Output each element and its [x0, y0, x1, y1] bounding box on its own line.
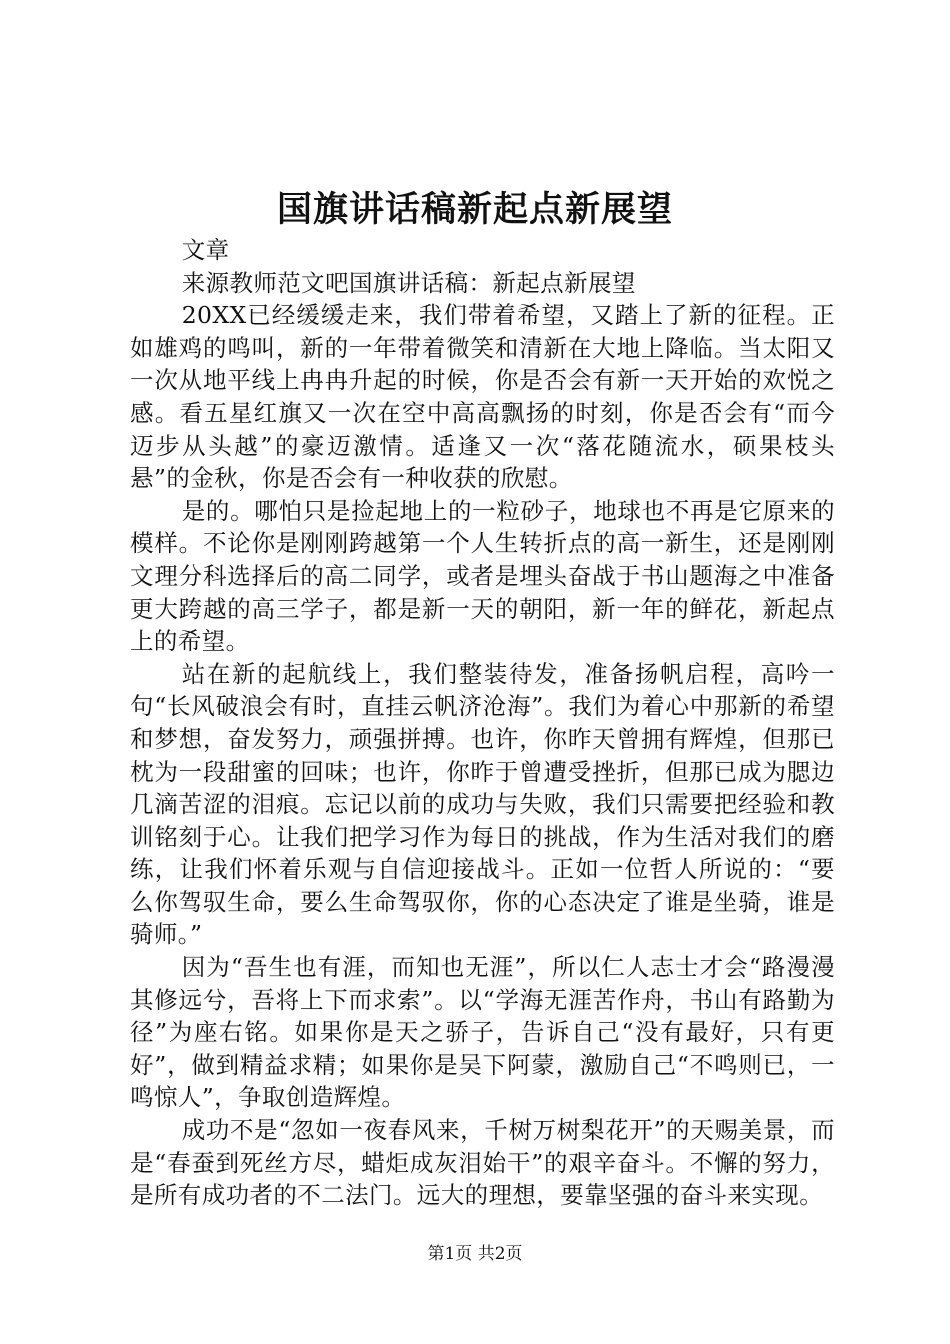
paragraph: 站在新的起航线上，我们整装待发，准备扬帆启程，高吟一句“长风破浪会有时，直挂云帆济沧海”。我们为着心中那新的希望和梦想，奋发努力，顽强拼搏。也许，你昨天曾拥有辉煌，但那已枕为一段甜蜜的回味；也许，你昨于曾遭受挫折，但那已成为腮边几滴苦涩的泪痕。忘记以前的成功与失败，我们只需要把经验和教训铭刻于心。让我们把学习作为每日的挑战，作为生活对我们的磨练，让我们怀着乐观与自信迎接战斗。正如一位哲人所说的：“要么你驾驭生命，要么生命驾驭你，你的心态决定了谁是坐骑，谁是骑师。”: [130, 659, 835, 949]
document-body: [130, 234, 835, 1212]
paragraph: 20XX已经缓缓走来，我们带着希望，又踏上了新的征程。正如雄鸡的鸣叫，新的一年带着微笑和清新在大地上降临。当太阳又一次从地平线上冉冉升起的时候，你是否会有新一天开始的欢悦之感。看五星红旗又一次在空中高高飘扬的时刻，你是否会有“而今迈步从头越”的豪迈激情。适逢又一次“落花随流水，硕果枝头悬”的金秋，你是否会有一种收获的欣慰。: [130, 301, 835, 493]
page-title: 国旗讲话稿新起点新展望: [276, 189, 673, 230]
paragraph-article-label: 文章: [181, 236, 230, 264]
paragraph: 成功不是“忽如一夜春风来，千树万树梨花开”的天赐美景，而是“春蚕到死丝方尽，蜡炬成灰泪始干”的艰辛奋斗。不懈的努力，是所有成功者的不二法门。远大的理想，要靠坚强的奋斗来实现。: [130, 1116, 835, 1210]
paragraph-source: 来源教师范文吧国旗讲话稿：新起点新展望: [181, 268, 636, 297]
paragraph: 因为“吾生也有涯，而知也无涯”，所以仁人志士才会“路漫漫其修远兮，吾将上下而求索”。以“学海无涯苦作舟，书山有路勤为径”为座右铭。如果你是天之骄子，告诉自己“没有最好，只有更好”，做到精益求精；如果你是吴下阿蒙，激励自己“不鸣则已，一鸣惊人”，争取创造辉煌。: [130, 953, 835, 1112]
paragraph: 是的。哪怕只是捡起地上的一粒砂子，地球也不再是它原来的模样。不论你是刚刚跨越第一个人生转折点的高一新生，还是刚刚文理分科选择后的高二同学，或者是埋头奋战于书山题海之中准备更大跨越的高三学子，都是新一天的朝阳，新一年的鲜花，新起点上的希望。: [130, 496, 835, 656]
page-number-footer: 第1页 共2页: [427, 1244, 523, 1264]
